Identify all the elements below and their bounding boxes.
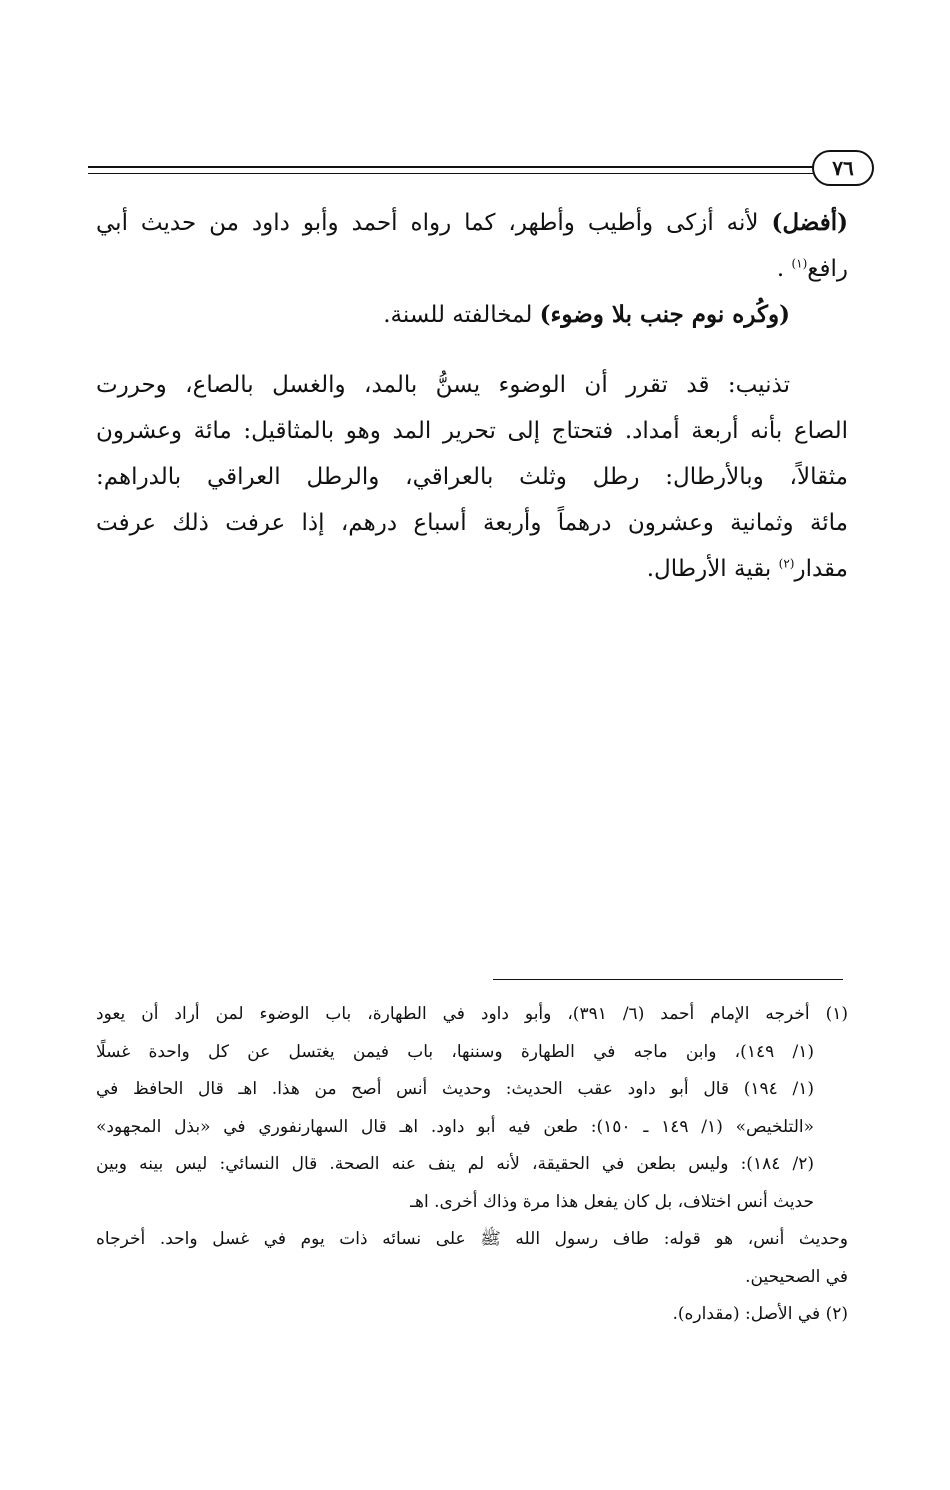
page-number-frame xyxy=(812,150,874,186)
footnote-line: في الصحيحين. xyxy=(745,1266,848,1287)
footnote-rule xyxy=(493,979,843,980)
footnote-ref[interactable]: (١) xyxy=(791,256,808,271)
footnote-line: (١/ ١٩٤) قال أبو داود عقب الحديث: وحديث أنس أصح من هذا. اهـ قال الحافظ في xyxy=(96,1079,814,1099)
bold-phrase: (أفضل) xyxy=(771,209,848,236)
footnote-ref[interactable]: (٢) xyxy=(778,556,795,571)
text-line: مقدار$^{(٢)}$ بقية الأرطال. xyxy=(646,556,848,582)
footnote-line: (٢/ ١٨٤): وليس بطعن في الحقيقة، لأنه لم ينف عنه الصحة. قال النسائي: ليس بينه وبين xyxy=(96,1154,814,1174)
page-number: ٧٦ xyxy=(832,156,854,180)
main-text xyxy=(96,200,848,592)
footnote-line: (١) أخرجه الإمام أحمد (٦/ ٣٩١)، وأبو داود في الطهارة، باب الوضوء لمن أراد أن يعود xyxy=(96,1004,848,1024)
text-line: (وكُره نوم جنب بلا وضوء) لمخالفته للسنة. xyxy=(383,301,790,328)
text-line: تذنيب: قد تقرر أن الوضوء يسنُّ بالمد، والغسل بالصاع، وحررت xyxy=(96,372,790,398)
header-rule xyxy=(88,166,828,174)
text-line: الصاع بأنه أربعة أمداد. فتحتاج إلى تحرير المد وهو بالمثاقيل: مائة وعشرون xyxy=(96,418,848,444)
text-line: مثقالاً، وبالأرطال: رطل وثلث بالعراقي، والرطل العراقي بالدراهم: xyxy=(96,464,848,490)
bold-phrase: (وكُره نوم جنب بلا وضوء) xyxy=(539,301,790,328)
footnote-line: (١/ ١٤٩)، وابن ماجه في الطهارة وسننها، باب فيمن يغتسل عن كل واحدة غسلًا xyxy=(96,1041,814,1062)
footnotes xyxy=(96,996,848,1334)
footnote-line: «التلخيص» (١/ ١٤٩ ـ ١٥٠): طعن فيه أبو داود. اهـ قال السهارنفوري في «بذل المجهود» xyxy=(96,1116,814,1137)
footnote-line: (٢) في الأصل: (مقداره). xyxy=(672,1304,848,1324)
text-line: رافع$^{(١)}$ . xyxy=(776,256,848,282)
text-line: (أفضل) لأنه أزكى وأطيب وأطهر، كما رواه أحمد وأبو داود من حديث أبي xyxy=(96,209,848,236)
footnote-line: حديث أنس اختلاف، بل كان يفعل هذا مرة وذاك أخرى. اهـ xyxy=(410,1191,814,1212)
text-line: مائة وثمانية وعشرون درهماً وأربعة أسباع درهم، إذا عرفت ذلك عرفت xyxy=(96,510,848,536)
footnote-line: وحديث أنس، هو قوله: طاف رسول الله ﷺ على نسائه ذات يوم في غسل واحد. أخرجاه xyxy=(96,1229,848,1249)
